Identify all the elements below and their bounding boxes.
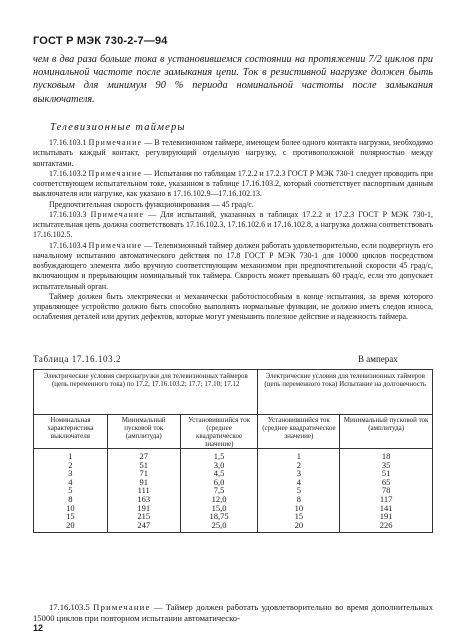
table-row: 2 51 3,0 2 35: [34, 461, 433, 470]
table-row: 8 163 12,0 8 117: [34, 495, 433, 504]
section-title: Телевизионные таймеры: [50, 122, 186, 133]
group-header-overload: Электрические условия сверхнагрузки для телевизионных таймеров (цепь переменного тока) по 17.2, 17.16.103.2; 17.7; 17.10; 17.12: [34, 370, 258, 415]
table-row: 10 191 15,0 10 141: [34, 504, 433, 513]
clause-17-16-103-1: 17.16.103.1 Примечание — В телевизионном таймере, имеющем более одного контакта нагрузки, необходимо испытывать каждый контакт, регулирующий отдельную нагрузку, с противоположной полярностью между контактами.: [33, 138, 433, 168]
table-row: 15 215 18,75 15 191: [34, 512, 433, 521]
clause-17-16-103-4: 17.16.103.4 Примечание — Телевизионный таймер должен работать удовлетворительно, если подвергнуть его начальному испытанию автоматического действия по 17.8 ГОСТ Р МЭК 730-1 для 10000 циклов посредством возбуждающего элемента либо вручную соответствующим механизмом при предпочтительной скорости 45 град/с, включающим и прерывающим номинальный ток таймера. Скорость может превышать 60 град/с, если это допускает испытательный орган.: [33, 240, 433, 291]
table-row: 5 111 7,5 5 78: [34, 486, 433, 495]
column-header: Минимальный пусковой ток (амплитуда): [340, 415, 433, 449]
overload-table: [33, 369, 433, 533]
clause-17-16-103-2: 17.16.103.2 Примечание — Испытания по таблицам 17.2.2 и 17.2.3 ГОСТ Р МЭК 730-1 следует проводить при соответствующем испытательном токе, указанном в таблице 17.16.103.2, который соответствует паспортным данным выключателя или нагрузке, как указано в 17.16.102.9—17.16.102.13.: [33, 168, 433, 199]
clause-17-16-103-5: 17.16.103.5 Примечание — Таймер должен работать удовлетворительно во время дополнительных 15000 циклов при повторном испытании автоматическо-: [33, 602, 433, 623]
group-header-endurance: Электрические условия для телевизионных таймеров (цепь переменного тока) Испытание на долговечность: [258, 370, 433, 415]
timer-requirement-paragraph: Таймер должен быть электрически и механически работоспособным в конце испытания, за время которого управляющее устройство должно быть способно выполнять нормальные функции, не должно иметь следов износа, ослабления деталей или других дефектов, которые могут уменьшить полезное действие и надежность таймера.: [33, 291, 433, 322]
table-row: 20 247 25,0 20 226: [34, 521, 433, 533]
standard-header: ГОСТ Р МЭК 730-2-7—94: [33, 35, 168, 47]
column-header: Установившийся ток (среднее квадратическое значение): [180, 415, 258, 449]
table-units: В амперах: [358, 354, 398, 364]
table-row: 3 71 4,5 3 51: [34, 469, 433, 478]
page-number: 12: [33, 623, 44, 633]
table-row: 4 91 6,0 4 65: [34, 478, 433, 487]
column-header: Минимальный пусковой ток (амплитуда): [107, 415, 180, 449]
clauses-block: [33, 138, 433, 323]
table-row: 1 27 1,5 1 18: [34, 449, 433, 461]
intro-paragraph: чем в два раза больше тока в установившемся состоянии на протяжении 7/2 циклов при номинальной частоте после замыкания цепи. Ток в резистивной нагрузке должен быть пусковым для минимум 90 % периода номинальной частоты после замыкания выключателя.: [33, 54, 433, 105]
column-header: Номинальная характеристика выключателя: [34, 415, 108, 449]
clause-17-16-103-3: 17.16.103.3 Примечание — Для испытаний, указанных в таблицах 17.2.2 и 17.2.3 ГОСТ Р МЭК 730-1, испытательная цепь должна соответствовать 17.16.102.3, 17.16.102.6 и 17.16.102.8, а нагрузка должна соответствовать 17.16.102.5.: [33, 209, 433, 240]
table-caption: Таблица 17.16.103.2: [33, 354, 122, 364]
column-header: Установившийся ток (среднее квадратическое значение): [258, 415, 340, 449]
operating-speed-note: Предпочтительная скорость функционирования — 45 град/с.: [49, 199, 254, 209]
